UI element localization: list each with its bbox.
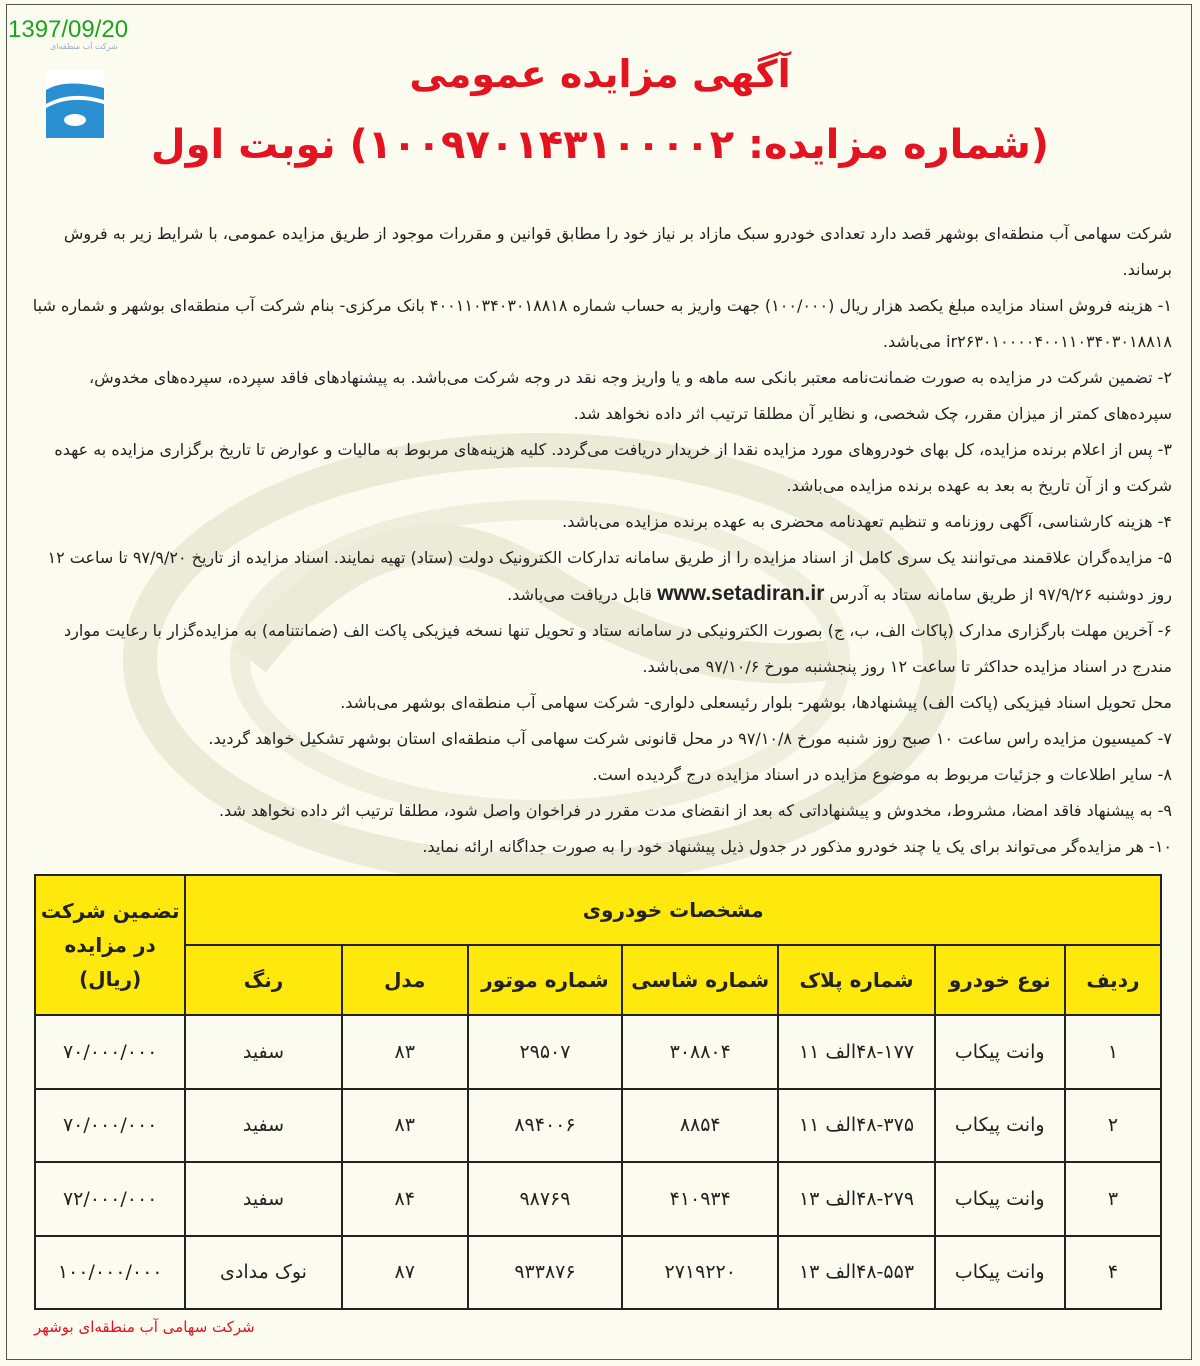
vehicle-type: وانت پیکاب xyxy=(935,1015,1065,1089)
table-row xyxy=(35,1162,1161,1236)
vehicle-type: وانت پیکاب xyxy=(935,1162,1065,1236)
guarantee-amount: ۷۰/۰۰۰/۰۰۰ xyxy=(35,1015,185,1089)
color: سفید xyxy=(185,1015,341,1089)
column-header: شماره شاسی xyxy=(622,945,778,1015)
column-header: ردیف xyxy=(1065,945,1161,1015)
row-number: ۱ xyxy=(1065,1015,1161,1089)
clause-10: ۱۰- هر مزایده‌گر می‌تواند برای یک یا چند خودرو مذکور در جدول ذیل پیشنهاد خود را به صورت جداگانه ارائه نماید. xyxy=(422,837,1172,856)
chassis-number: ۴۱۰۹۳۴ xyxy=(622,1162,778,1236)
engine-number: ۲۹۵۰۷ xyxy=(468,1015,622,1089)
model-year: ۸۷ xyxy=(342,1236,468,1310)
engine-number: ۸۹۴۰۰۶ xyxy=(468,1089,622,1163)
guarantee-amount: ۱۰۰/۰۰۰/۰۰۰ xyxy=(35,1236,185,1310)
guarantee-amount: ۷۲/۰۰۰/۰۰۰ xyxy=(35,1162,185,1236)
setadiran-link[interactable]: www.setadiran.ir xyxy=(657,582,825,605)
logo-tagline: شرکت آب منطقه‌ای xyxy=(50,42,118,51)
table-row xyxy=(35,1089,1161,1163)
clause-9: ۹- به پیشنهاد فاقد امضا، مشروط، مخدوش و پیشنهاداتی که بعد از انقضای مدت مقرر در فراخوان واصل شود، مطلقا ترتیب اثر داده نخواهد شد. xyxy=(218,801,1172,820)
vehicle-specs-header: مشخصات خودروی xyxy=(185,875,1161,945)
clause-5 xyxy=(22,540,1172,613)
guarantee-amount: ۷۰/۰۰۰/۰۰۰ xyxy=(35,1089,185,1163)
intro-paragraph: شرکت سهامی آب منطقه‌ای بوشهر قصد دارد تعدادی خودرو سبک مازاد بر نیاز خود را مطابق قوانین و مقررات موجود از طریق مزایده عمومی، با شرایط زیر به فروش برساند. xyxy=(63,224,1172,279)
model-year: ۸۳ xyxy=(342,1089,468,1163)
color: سفید xyxy=(185,1162,341,1236)
chassis-number: ۳۰۸۸۰۴ xyxy=(622,1015,778,1089)
column-header: نوع خودرو xyxy=(935,945,1065,1015)
plate-number: ۴۸-۱۷۷الف ۱۱ xyxy=(778,1015,934,1089)
color: سفید xyxy=(185,1089,341,1163)
engine-number: ۹۳۳۸۷۶ xyxy=(468,1236,622,1310)
clause-2: ۲- تضمین شرکت در مزایده به صورت ضمانت‌نامه معتبر بانکی سه ماهه و یا واریز وجه نقد در وجه شرکت می‌باشد. به پیشنهادهای فاقد سپرده، سپرده‌های مخدوش، سپرده‌های کمتر از میزان مقرر، چک شخصی، و نظایر آن مطلقا ترتیب اثر داده نخواهد شد. xyxy=(88,368,1172,423)
clause-3: ۳- پس از اعلام برنده مزایده، کل بهای خودروهای مورد مزایده نقدا از خریدار دریافت می‌گردد. کلیه هزینه‌های مربوط به مالیات و عوارض تا تاریخ برگزاری مزایده به عهده شرکت و از آن تاریخ به بعد به عهده برنده مزایده می‌باشد. xyxy=(54,440,1172,495)
chassis-number: ۲۷۱۹۲۲۰ xyxy=(622,1236,778,1310)
row-number: ۲ xyxy=(1065,1089,1161,1163)
color: نوک مدادی xyxy=(185,1236,341,1310)
model-year: ۸۴ xyxy=(342,1162,468,1236)
auction-terms xyxy=(22,216,1172,865)
footer-company-name: شرکت سهامی آب منطقه‌ای بوشهر xyxy=(34,1318,255,1336)
column-header: رنگ xyxy=(185,945,341,1015)
auction-number-subtitle: (شماره مزایده: ۱۰۰۹۷۰۱۴۳۱۰۰۰۰۲) نوبت اول xyxy=(150,122,1050,168)
row-number: ۳ xyxy=(1065,1162,1161,1236)
water-company-logo-icon xyxy=(46,70,104,138)
clause-5-text: ۵- مزایده‌گران علاقمند می‌توانند یک سری کامل از اسناد مزایده را از طریق سامانه تدارکات الکترونیک دولت (ستاد) تهیه نمایند. اسناد مزایده از تاریخ ۹۷/۹/۲۰ تا ساعت ۱۲ روز دوشنبه ۹۷/۹/۲۶ از طریق سامانه ستاد به آدرس xyxy=(47,548,1172,604)
table-row xyxy=(35,1236,1161,1310)
clause-5-end: قابل دریافت می‌باشد. xyxy=(507,585,653,604)
vehicles-table xyxy=(34,874,1162,1310)
plate-number: ۴۸-۳۷۵الف ۱۱ xyxy=(778,1089,934,1163)
table-row xyxy=(35,1015,1161,1089)
delivery-location: محل تحویل اسناد فیزیکی (پاکت الف) پیشنهادها، بوشهر- بلوار رئیسعلی دلواری- شرکت سهامی آب منطقه‌ای بوشهر می‌باشد. xyxy=(340,693,1172,712)
date-stamp: 1397/09/20 xyxy=(8,16,129,43)
column-header: مدل xyxy=(342,945,468,1015)
column-header: شماره موتور xyxy=(468,945,622,1015)
chassis-number: ۸۸۵۴ xyxy=(622,1089,778,1163)
clause-8: ۸- سایر اطلاعات و جزئیات مربوط به موضوع مزایده در اسناد مزایده درج گردیده است. xyxy=(592,765,1172,784)
vehicle-type: وانت پیکاب xyxy=(935,1236,1065,1310)
model-year: ۸۳ xyxy=(342,1015,468,1089)
guarantee-header: تضمین شرکت در مزایده (ریال) xyxy=(35,875,185,1015)
engine-number: ۹۸۷۶۹ xyxy=(468,1162,622,1236)
plate-number: ۴۸-۲۷۹الف ۱۳ xyxy=(778,1162,934,1236)
vehicle-type: وانت پیکاب xyxy=(935,1089,1065,1163)
clause-7: ۷- کمیسیون مزایده راس ساعت ۱۰ صبح روز شنبه مورخ ۹۷/۱۰/۸ در محل قانونی شرکت سهامی آب منطقه‌ای استان بوشهر تشکیل خواهد گردید. xyxy=(208,729,1172,748)
plate-number: ۴۸-۵۵۳الف ۱۳ xyxy=(778,1236,934,1310)
page-title: آگهی مزایده عمومی xyxy=(409,52,791,96)
row-number: ۴ xyxy=(1065,1236,1161,1310)
clause-4: ۴- هزینه کارشناسی، آگهی روزنامه و تنظیم تعهدنامه محضری به عهده برنده مزایده می‌باشد. xyxy=(562,512,1172,531)
column-header: شماره پلاک xyxy=(778,945,934,1015)
clause-6: ۶- آخرین مهلت بارگزاری مدارک (پاکات الف، ب، ج) بصورت الکترونیکی در سامانه ستاد و تحویل تنها نسخه فیزیکی پاکت الف (ضمانتنامه) به مزایده‌گزار با رعایت موارد مندرج در اسناد مزایده حداکثر تا ساعت ۱۲ روز پنجشنبه مورخ ۹۷/۱۰/۶ می‌باشد. xyxy=(64,621,1172,676)
clause-1: ۱- هزینه فروش اسناد مزایده مبلغ یکصد هزار ریال (۱۰۰/۰۰۰) جهت واریز به حساب شماره ۴۰۰۱۱۰۳۴۰۳۰۱۸۸۱۸ بانک مرکزی- بنام شرکت آب منطقه‌ای بوشهر و شماره شبا ir۲۶۳۰۱۰۰۰۰۴۰۰۱۱۰۳۴۰۳۰۱۸۸۱۸ می‌باشد. xyxy=(32,296,1172,351)
